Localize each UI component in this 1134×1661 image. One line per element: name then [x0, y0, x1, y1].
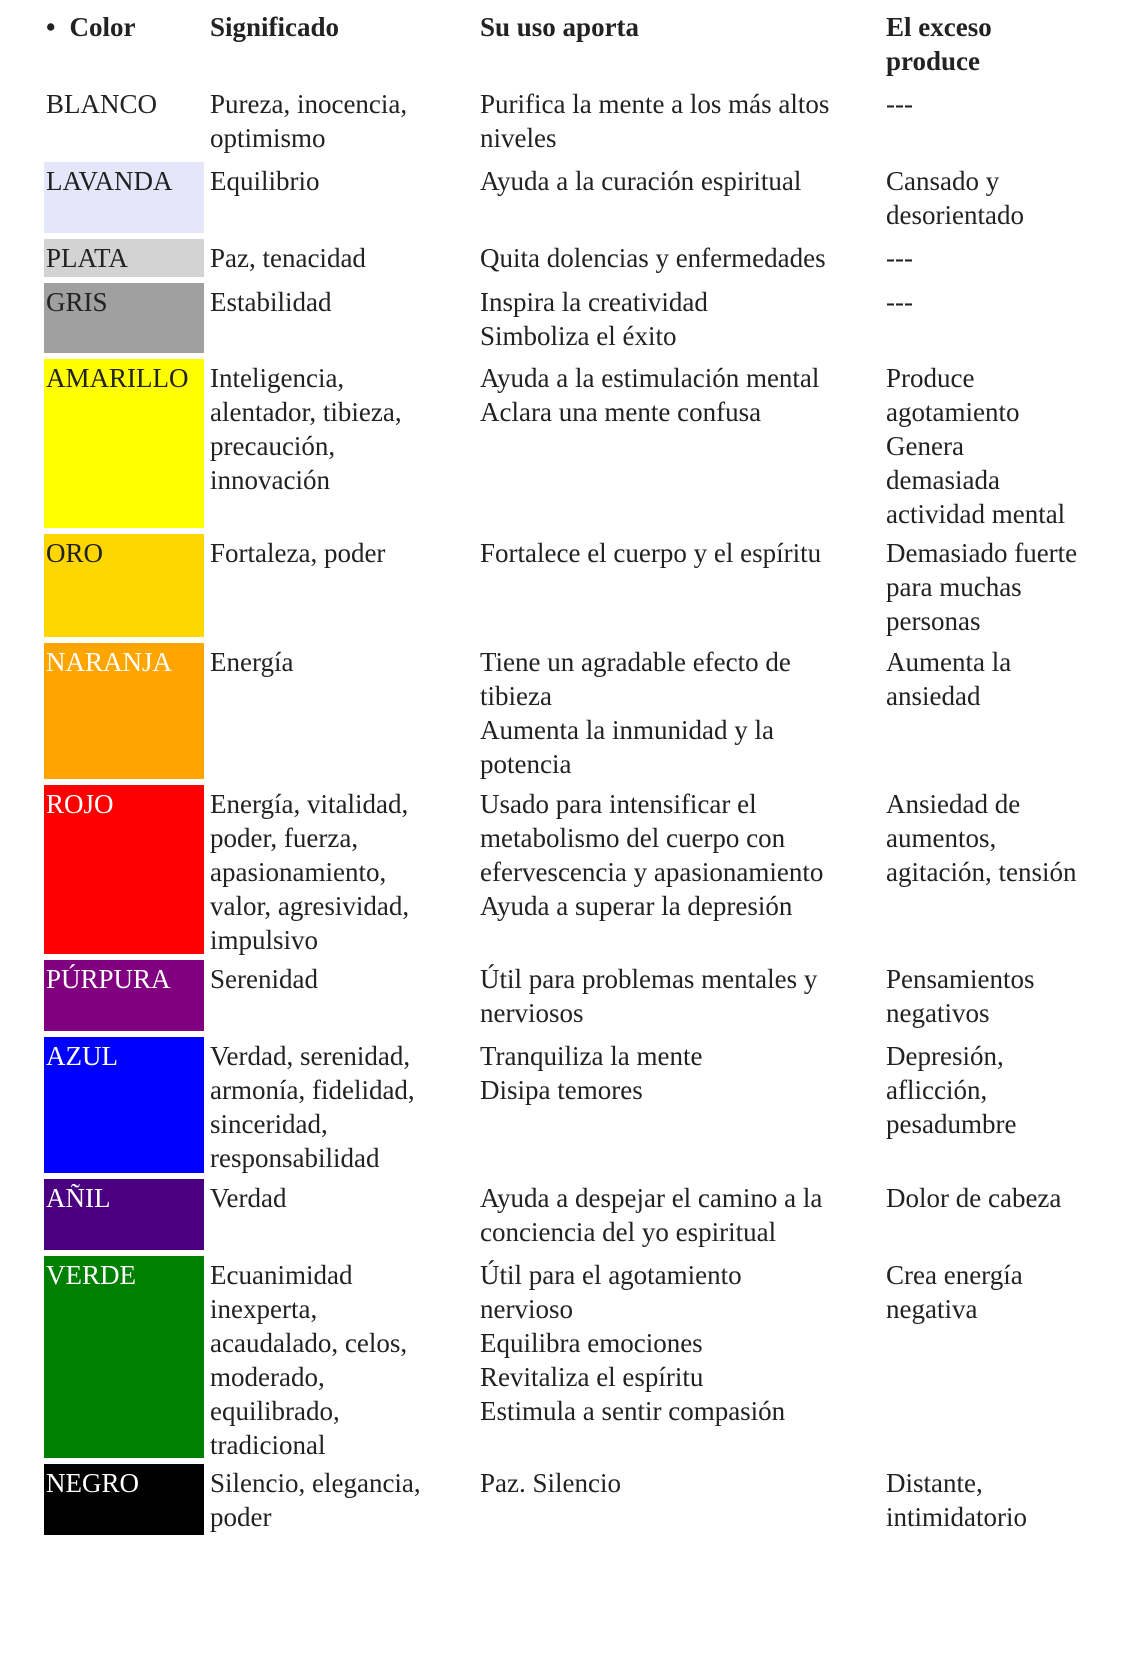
- exceso-cell: Ansiedad de aumentos, agitación, tensión: [886, 789, 1077, 887]
- uso-cell: Quita dolencias y enfermedades: [480, 243, 826, 273]
- exceso-cell: Cansado y desorientado: [886, 166, 1024, 230]
- table-row: [44, 1461, 1114, 1538]
- color-swatch: AMARILLO: [44, 356, 210, 531]
- table-row: [44, 82, 1114, 159]
- exceso-cell: Aumenta la ansiedad: [886, 647, 1012, 711]
- header-color: [44, 8, 210, 82]
- table-row: [44, 1176, 1114, 1253]
- table-row: [44, 280, 1114, 356]
- header-color-label: Color: [69, 12, 136, 42]
- significado-cell: Inteligencia, alentador, tibieza, precaución, innovación: [210, 363, 402, 495]
- header-exceso: El exceso produce: [886, 12, 992, 76]
- exceso-cell: Pensamientos negativos: [886, 964, 1035, 1028]
- exceso-cell: Demasiado fuerte para muchas personas: [886, 538, 1078, 636]
- significado-cell: Estabilidad: [210, 287, 332, 317]
- color-swatch: AZUL: [44, 1034, 210, 1176]
- table-body: [44, 82, 1114, 1538]
- uso-cell: Tranquiliza la mente Disipa temores: [480, 1041, 703, 1105]
- uso-cell: Usado para intensificar el metabolismo del cuerpo con efervescencia y apasionamiento Ayuda a superar la depresión: [480, 789, 824, 921]
- color-swatch: PLATA: [44, 236, 210, 280]
- uso-cell: Paz. Silencio: [480, 1468, 621, 1498]
- table-row: [44, 640, 1114, 782]
- uso-cell: Útil para problemas mentales y nerviosos: [480, 964, 818, 1028]
- color-swatch: LAVANDA: [44, 159, 210, 236]
- uso-cell: Tiene un agradable efecto de tibieza Aumenta la inmunidad y la potencia: [480, 647, 791, 779]
- significado-cell: Energía: [210, 647, 294, 677]
- significado-cell: Paz, tenacidad: [210, 243, 366, 273]
- table-row: [44, 1034, 1114, 1176]
- exceso-cell: Depresión, aflicción, pesadumbre: [886, 1041, 1017, 1139]
- exceso-cell: Produce agotamiento Genera demasiada actividad mental: [886, 363, 1066, 529]
- significado-cell: Equilibrio: [210, 166, 320, 196]
- header-uso: Su uso aporta: [480, 12, 640, 42]
- table-row: [44, 957, 1114, 1034]
- uso-cell: Purifica la mente a los más altos niveles: [480, 89, 830, 153]
- significado-cell: Ecuanimidad inexperta, acaudalado, celos, moderado, equilibrado, tradicional: [210, 1260, 408, 1460]
- table-header: [44, 8, 1114, 82]
- color-swatch: AÑIL: [44, 1176, 210, 1253]
- color-swatch: ORO: [44, 531, 210, 640]
- color-swatch: VERDE: [44, 1253, 210, 1461]
- table-row: [44, 1253, 1114, 1461]
- bullet-icon: •: [46, 12, 56, 42]
- exceso-cell: Distante, intimidatorio: [886, 1468, 1027, 1532]
- table-row: [44, 236, 1114, 280]
- exceso-cell: ---: [886, 287, 913, 317]
- color-swatch: BLANCO: [44, 82, 210, 159]
- exceso-cell: ---: [886, 89, 913, 119]
- uso-cell: Ayuda a despejar el camino a la conciencia del yo espiritual: [480, 1183, 823, 1247]
- uso-cell: Ayuda a la curación espiritual: [480, 166, 802, 196]
- significado-cell: Energía, vitalidad, poder, fuerza, apasionamiento, valor, agresividad, impulsivo: [210, 789, 410, 955]
- color-swatch: PÚRPURA: [44, 957, 210, 1034]
- color-swatch: NEGRO: [44, 1461, 210, 1538]
- color-swatch: ROJO: [44, 782, 210, 957]
- table-row: [44, 356, 1114, 531]
- color-swatch: GRIS: [44, 280, 210, 356]
- exceso-cell: Dolor de cabeza: [886, 1183, 1062, 1213]
- header-significado: Significado: [210, 12, 340, 42]
- significado-cell: Serenidad: [210, 964, 318, 994]
- color-swatch: NARANJA: [44, 640, 210, 782]
- significado-cell: Verdad: [210, 1183, 287, 1213]
- uso-cell: Fortalece el cuerpo y el espíritu: [480, 538, 822, 568]
- significado-cell: Pureza, inocencia, optimismo: [210, 89, 408, 153]
- uso-cell: Inspira la creatividad Simboliza el éxito: [480, 287, 708, 351]
- exceso-cell: Crea energía negativa: [886, 1260, 1023, 1324]
- table-row: [44, 531, 1114, 640]
- uso-cell: Ayuda a la estimulación mental Aclara una mente confusa: [480, 363, 820, 427]
- significado-cell: Fortaleza, poder: [210, 538, 386, 568]
- exceso-cell: ---: [886, 243, 913, 273]
- color-meaning-table: [44, 8, 1114, 1538]
- significado-cell: Verdad, serenidad, armonía, fidelidad, sinceridad, responsabilidad: [210, 1041, 415, 1173]
- table-row: [44, 159, 1114, 236]
- significado-cell: Silencio, elegancia, poder: [210, 1468, 421, 1532]
- table-row: [44, 782, 1114, 957]
- uso-cell: Útil para el agotamiento nervioso Equilibra emociones Revitaliza el espíritu Estimula a sentir compasión: [480, 1260, 786, 1426]
